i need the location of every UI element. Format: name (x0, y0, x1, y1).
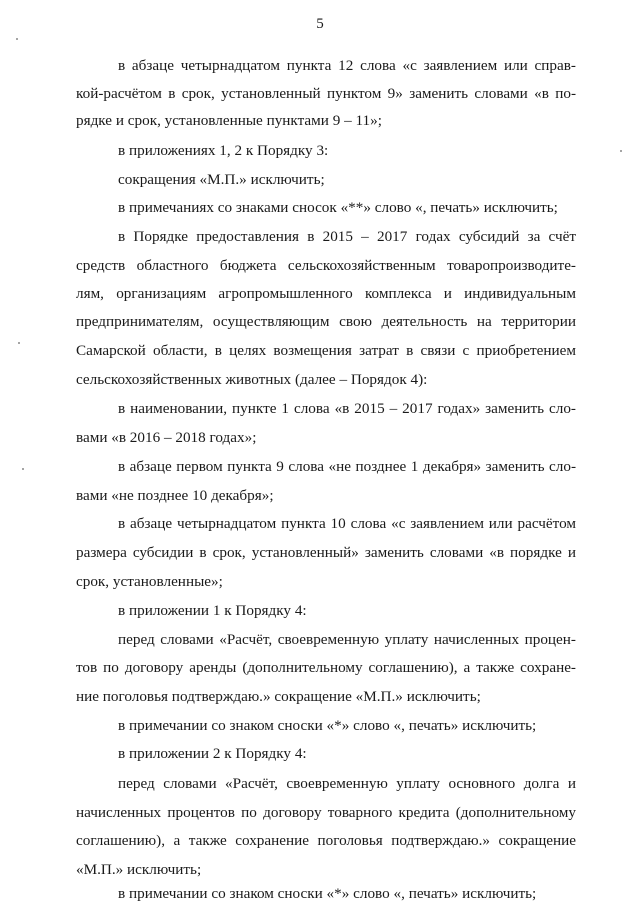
text-line: вами «в 2016 – 2018 годах»; (76, 429, 257, 446)
text-line: в примечании со знаком сноски «*» слово «, печать» исключить; (118, 885, 537, 902)
margin-speck (620, 150, 622, 152)
text-line: в приложении 1 к Порядку 4: (118, 602, 307, 619)
text-line: ние поголовья подтверждаю.» сокращение «М.П.» исключить; (76, 688, 481, 705)
text-line: кой-расчётом в срок, установленный пунктом 9» заменить словами «в по- (76, 85, 576, 102)
text-line: размера субсидии в срок, установленный» заменить словами «в порядке и (76, 544, 576, 561)
page-number: 5 (316, 16, 324, 32)
text-line: тов по договору аренды (дополнительному соглашению), а также сохране- (76, 659, 576, 676)
text-line: предпринимателям, осуществляющим свою деятельность на территории (76, 313, 576, 330)
text-line: вами «не позднее 10 декабря»; (76, 487, 274, 504)
text-line: перед словами «Расчёт, своевременную уплату начисленных процен- (118, 631, 576, 648)
text-line: в наименовании, пункте 1 слова «в 2015 – 2017 годах» заменить сло- (118, 400, 576, 417)
text-line: средств областного бюджета сельскохозяйственным товаропроизводите- (76, 257, 576, 274)
text-line: «М.П.» исключить; (76, 861, 202, 878)
text-line: в примечании со знаком сноски «*» слово «, печать» исключить; (118, 717, 537, 734)
text-line: сокращения «М.П.» исключить; (118, 171, 325, 188)
text-line: начисленных процентов по договору товарного кредита (дополнительному (76, 804, 576, 821)
text-line: в Порядке предоставления в 2015 – 2017 годах субсидий за счёт (118, 228, 576, 245)
text-line: в примечаниях со знаками сносок «**» слово «, печать» исключить; (118, 199, 558, 216)
margin-speck (22, 468, 24, 470)
text-line: в абзаце четырнадцатом пункта 12 слова «с заявлением или справ- (118, 57, 576, 74)
text-line: в абзаце четырнадцатом пункта 10 слова «с заявлением или расчётом (118, 515, 576, 532)
text-line: срок, установленные»; (76, 573, 223, 590)
text-line: перед словами «Расчёт, своевременную уплату основного долга и (118, 775, 576, 792)
text-line: в приложении 2 к Порядку 4: (118, 745, 307, 762)
text-line: Самарской области, в целях возмещения затрат в связи с приобретением (76, 342, 576, 359)
text-line: соглашению), а также сохранение поголовья подтверждаю.» сокращение (76, 832, 576, 849)
text-line: в абзаце первом пункта 9 слова «не позднее 1 декабря» заменить сло- (118, 458, 576, 475)
text-line: в приложениях 1, 2 к Порядку 3: (118, 142, 329, 159)
margin-speck (18, 342, 20, 344)
margin-speck (16, 38, 18, 40)
text-line: сельскохозяйственных животных (далее – Порядок 4): (76, 371, 428, 388)
text-line: лям, организациям агропромышленного комплекса и индивидуальным (76, 285, 576, 302)
text-line: рядке и срок, установленные пунктами 9 – 11»; (76, 112, 382, 129)
